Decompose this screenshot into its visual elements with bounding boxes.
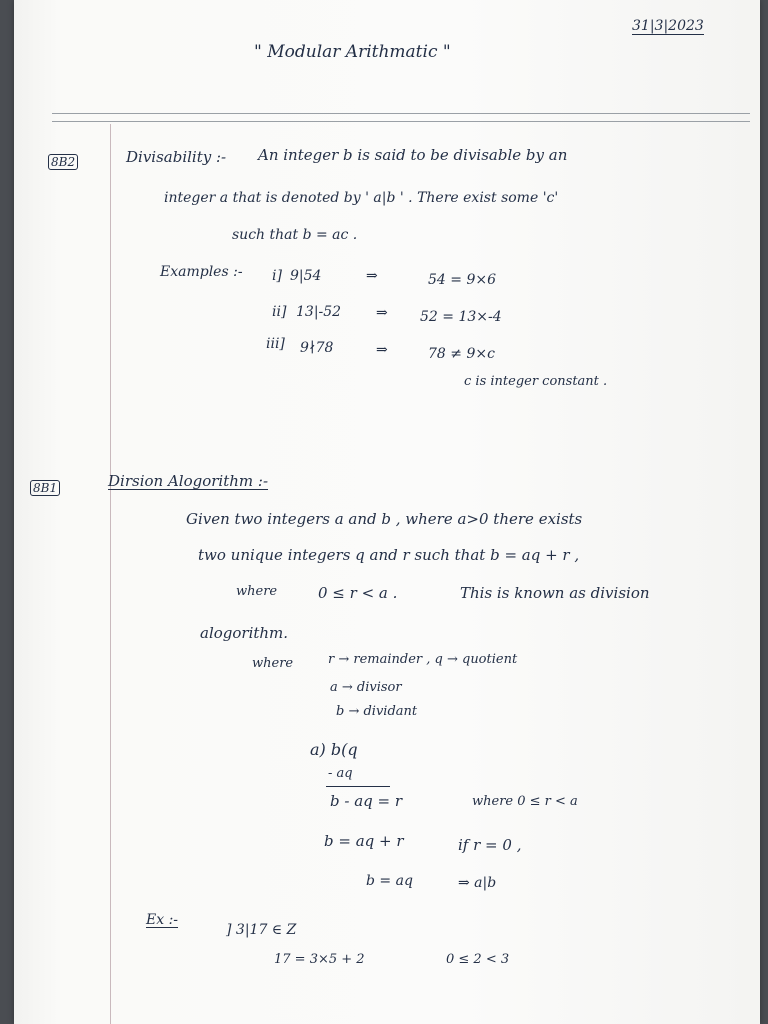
example-label: Ex :-: [146, 912, 179, 928]
example-3-arrow: ⇒: [376, 342, 388, 358]
date: 31|3|2023: [632, 18, 704, 34]
example-3-result: 78 ≠ 9×c: [428, 346, 495, 362]
divisability-line-2: integer a that is denoted by ' a|b ' . There exist some 'c': [164, 190, 559, 206]
example-1-result: 54 = 9×6: [428, 272, 496, 288]
derivation-rule: [326, 786, 390, 787]
division-line-1: Given two integers a and b , where a>0 there exists: [186, 510, 583, 528]
example-3-expr: 9∤78: [300, 340, 334, 356]
division-line-3-text: This is known as division: [460, 584, 650, 602]
example-line-2-equation: 17 = 3×5 + 2: [274, 952, 365, 967]
notebook-page: [14, 0, 760, 1024]
example-1-num: i]: [272, 268, 282, 284]
division-line-4: alogorithm.: [200, 624, 289, 642]
integer-constant-note: c is integer constant .: [464, 374, 608, 389]
derivation-line-2: b = aq + r: [324, 832, 404, 850]
title-rule-top: [52, 113, 750, 114]
definition-dividant: b → dividant: [336, 704, 418, 719]
definition-remainder: r → remainder , q → quotient: [328, 652, 518, 667]
derivation-condition-2: if r = 0 ,: [458, 836, 522, 854]
division-line-3-range: 0 ≤ r < a .: [318, 584, 398, 602]
divisability-heading: Divisability :-: [126, 148, 227, 166]
example-1-expr: 9|54: [290, 268, 322, 284]
example-3-num: iii]: [266, 336, 285, 352]
section-ref-divisability: 8B2: [48, 154, 78, 170]
derivation-line-1: b - aq = r: [330, 792, 403, 810]
example-line-1: ] 3|17 ∈ Z: [226, 922, 297, 938]
division-heading: Dirsion Alogorithm :-: [108, 472, 269, 490]
example-1-arrow: ⇒: [366, 268, 378, 284]
example-2-expr: 13|-52: [296, 304, 342, 320]
example-2-num: ii]: [272, 304, 287, 320]
derivation-subtract: - aq: [328, 766, 353, 781]
divisability-line-3: such that b = ac .: [232, 227, 358, 243]
example-2-result: 52 = 13×-4: [420, 309, 502, 325]
divisability-line-1: An integer b is said to be divisable by an: [258, 146, 568, 164]
example-line-2-range: 0 ≤ 2 < 3: [446, 952, 510, 967]
definitions-where: where: [252, 656, 294, 671]
page-title: " Modular Arithmatic ": [254, 42, 451, 62]
examples-label: Examples :-: [160, 264, 243, 280]
section-ref-division: 8B1: [30, 480, 60, 496]
division-line-2: two unique integers q and r such that b = aq + r ,: [198, 546, 580, 564]
derivation-step-a: a) b(q: [310, 740, 358, 759]
division-line-3-where: where: [236, 584, 278, 599]
example-2-arrow: ⇒: [376, 305, 388, 321]
derivation-line-3: b = aq: [366, 873, 413, 889]
derivation-result: ⇒ a|b: [458, 875, 497, 891]
title-rule-bottom: [52, 121, 750, 122]
derivation-condition-1: where 0 ≤ r < a: [472, 794, 578, 809]
margin-line: [110, 124, 111, 1024]
definition-divisor: a → divisor: [330, 680, 402, 695]
